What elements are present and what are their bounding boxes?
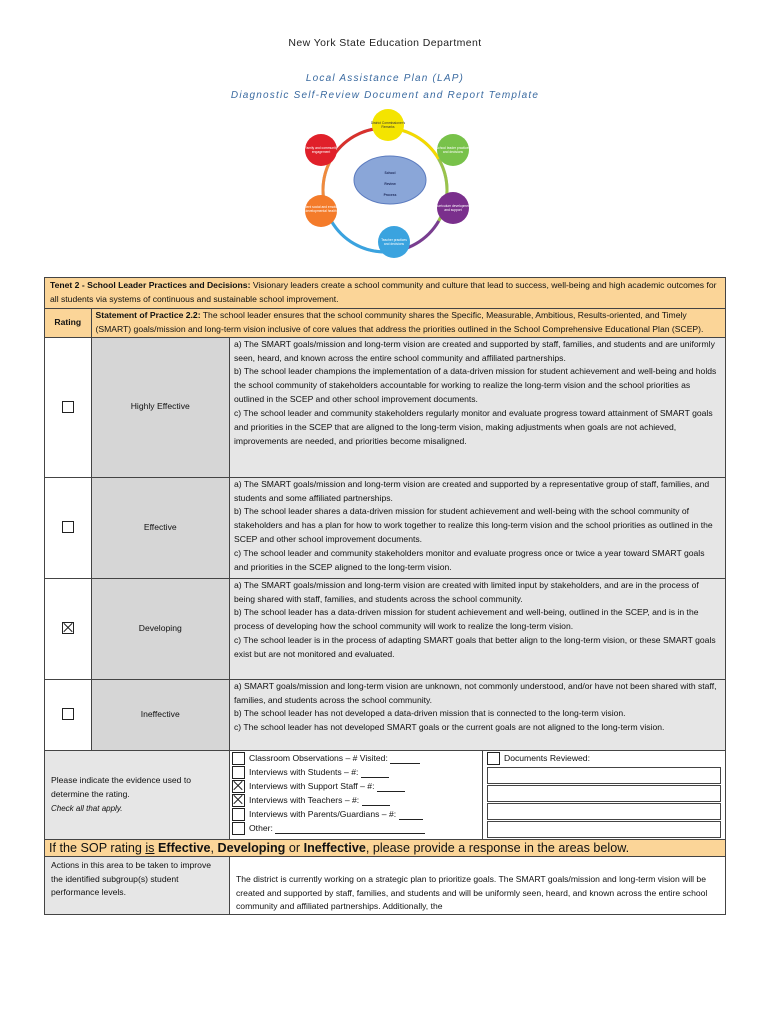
rating-checkbox-ineffective[interactable] — [45, 679, 92, 750]
checked-checkbox-icon[interactable] — [232, 794, 245, 807]
count-field[interactable] — [361, 768, 389, 778]
svg-text:Review: Review — [384, 182, 396, 186]
documents-field[interactable] — [487, 821, 721, 838]
svg-text:Remarks: Remarks — [381, 125, 395, 129]
svg-text:School: School — [384, 171, 396, 175]
evidence-item[interactable]: Other: — [232, 822, 480, 836]
svg-text:Student social and emotional: Student social and emotional — [299, 205, 343, 209]
checked-checkbox-icon[interactable] — [232, 780, 245, 793]
svg-text:and decisions: and decisions — [383, 242, 405, 246]
documents-field[interactable] — [487, 803, 721, 820]
evidence-checklist — [230, 750, 483, 839]
evidence-item[interactable]: Interviews with Teachers – #: — [232, 794, 480, 808]
svg-text:Family and community: Family and community — [304, 146, 338, 150]
evidence-prompt: Please indicate the evidence used to determine the rating. Check all that apply. — [45, 750, 230, 839]
level-description: a) The SMART goals/mission and long-term vision are created and supported by a representative group of staff, families, and students and some affiliated partnerships. b) The school leader shares a data-driven mission for student achievement and well-being with the school community of stakeholders and has a plan for how to work together to realize this long-term vision and the school priorities as outlined in the SCEP and other school improvement documents. c) The school leader and community stakeholders monitor and evaluate progress once or twice a year toward SMART goals and priorities in the SCEP aligned to the long-term vision. — [230, 477, 726, 578]
svg-text:engagement: engagement — [311, 150, 331, 154]
template-title: Diagnostic Self-Review Document and Report Template — [230, 90, 540, 101]
checkbox-icon[interactable] — [62, 401, 74, 413]
svg-text:Process: Process — [383, 193, 397, 197]
svg-text:developmental health: developmental health — [305, 209, 337, 213]
checkbox-icon[interactable] — [232, 766, 245, 779]
response-text-area[interactable]: The district is currently working on a strategic plan to prioritize goals. The SMART goals/mission and long-term vision will be created and supported by staff, families, and students and will be uniformly seen, heard, and known across the entire school community and affiliated partnerships. Additionally, the — [230, 856, 726, 915]
documents-field[interactable] — [487, 767, 721, 784]
checkbox-icon[interactable] — [487, 752, 500, 765]
level-description: a) The SMART goals/mission and long-term vision are created and supported by staff, families, and students and are uniformly seen, heard, and known across the entire school community and affiliated partnerships. b) The school leader champions the implementation of a data-driven mission for student achievement and well-being and holds the school community of stakeholders accountable for working to realize the long-term vision and the school priorities as outlined in the SCEP and other school improvement documents. c) The school leader and community stakeholders regularly monitor and evaluate progress toward attainment of SMART goals and priorities in the SCEP that are aligned to the long-term vision, making adjustments when goals are not achieved, improvements are needed, and priorities become misaligned. — [230, 337, 726, 477]
level-description: a) The SMART goals/mission and long-term vision are created with limited input by stakeholders, and are in the process of being shared with staff, families, and students across the school community. b) The school leader has a data-driven mission for student achievement and well-being, outlined in the SCEP, and is in the process of developing how the school community will work to realize the long-term vision. c) The school leader is in the process of adapting SMART goals that better align to the long-term vision, or these SMART goals exist but are not monitored and evaluated. — [230, 578, 726, 679]
rating-checkbox-developing[interactable] — [45, 578, 92, 679]
checkbox-icon[interactable] — [232, 752, 245, 765]
rating-checkbox-highly-effective[interactable] — [45, 337, 92, 477]
checkbox-icon[interactable] — [62, 521, 74, 533]
svg-text:and decisions: and decisions — [442, 150, 464, 154]
checkbox-icon[interactable] — [232, 808, 245, 821]
actions-label: Actions in this area to be taken to improve the identified subgroup(s) student performance levels. — [45, 856, 230, 915]
evidence-item[interactable]: Interviews with Students – #: — [232, 766, 480, 780]
statement-of-practice: Statement of Practice 2.2: The school leader ensures that the school community shares the Specific, Measurable, Ambitious, Results-oriented, and Timely (SMART) goals/mission and long-term vision inclusive of core values that address the priorities outlined in the School Comprehensive Educational Plan (SCEP). — [91, 308, 726, 337]
checkbox-icon[interactable] — [62, 708, 74, 720]
count-field[interactable] — [399, 810, 423, 820]
sop-rating-instruction: If the SOP rating is Effective, Developing or Ineffective, please provide a response in the areas below. — [45, 839, 726, 856]
documents-reviewed-item[interactable]: Documents Reviewed: — [487, 752, 721, 766]
level-ineffective: Ineffective — [91, 679, 230, 750]
svg-text:and support: and support — [444, 208, 462, 212]
count-field[interactable] — [377, 782, 405, 792]
count-field[interactable] — [390, 754, 420, 764]
level-highly-effective: Highly Effective — [91, 337, 230, 477]
level-developing: Developing — [91, 578, 230, 679]
tenet-rating-table — [44, 277, 726, 915]
rating-label: Rating — [45, 308, 92, 337]
level-effective: Effective — [91, 477, 230, 578]
tenet-header: Tenet 2 - School Leader Practices and Decisions: Visionary leaders create a school community and culture that lead to success, well-being and high academic outcomes for all students via systems of continuous and sustainable school improvement. — [45, 278, 726, 309]
svg-text:Teacher practices: Teacher practices — [381, 238, 407, 242]
evidence-item[interactable]: Classroom Observations – # Visited: — [232, 752, 480, 766]
rating-checkbox-effective[interactable] — [45, 477, 92, 578]
evidence-item[interactable]: Interviews with Support Staff – #: — [232, 780, 480, 794]
other-field[interactable] — [275, 824, 425, 834]
svg-text:District Commissioner's: District Commissioner's — [370, 121, 406, 125]
checked-checkbox-icon[interactable] — [62, 622, 74, 634]
plan-title: Local Assistance Plan (LAP) — [305, 73, 465, 84]
count-field[interactable] — [362, 796, 390, 806]
level-description: a) SMART goals/mission and long-term vision are unknown, not commonly understood, and/or have not been shared with staff, families, and students across the school community. b) The school leader has not developed a data-driven mission that is connected to the long-term vision. c) The school leader has not developed SMART goals or the current goals are not aligned to the long-term vision. — [230, 679, 726, 750]
evidence-item[interactable]: Interviews with Parents/Guardians – #: — [232, 808, 480, 822]
school-review-process-diagram — [285, 108, 485, 276]
svg-text:School leader practices: School leader practices — [435, 146, 471, 150]
department-header: New York State Education Department — [288, 37, 482, 49]
svg-text:Curriculum development: Curriculum development — [435, 204, 471, 208]
documents-reviewed — [483, 750, 726, 839]
checkbox-icon[interactable] — [232, 822, 245, 835]
documents-field[interactable] — [487, 785, 721, 802]
